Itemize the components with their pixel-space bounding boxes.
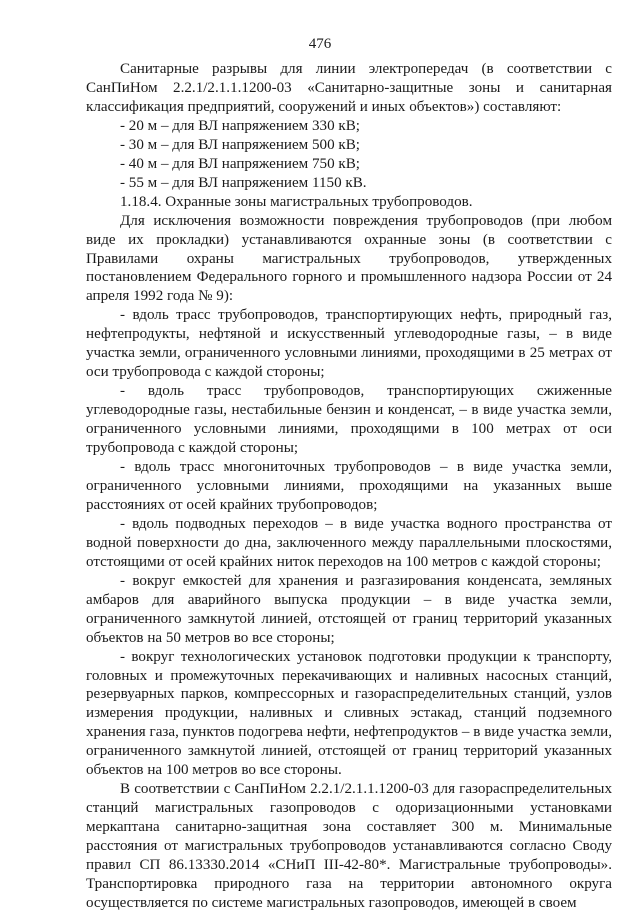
paragraph-protective-zones-intro: Для исключения возможности повреждения трубопроводов (при любом виде их прокладки) устанавливаются охранные зоны (в соответствии с Правилами охраны магистральных трубопроводов, утвержденных постановлением Федерального горного и промышленного надзора России от 24 апреля 1992 года № 9):	[86, 212, 612, 305]
paragraph-gas-distribution: В соответствии с СанПиНом 2.2.1/2.1.1.1200-03 для газораспределительных станций магистральных газопроводов с одоризационными установками меркаптана санитарно-защитная зона составляет 300 м. Минимальные расстояния от магистральных трубопроводов устанавливаются согласно Своду правил СП 86.13330.2014 «СНиП III-42-80*. Магистральные трубопроводы». Транспортировка природного газа на территории автономного округа осуществляется по системе магистральных газопроводов, имеющей в своем	[86, 781, 612, 911]
list-item-330kv: - 20 м – для ВЛ напряжением 330 кВ;	[120, 117, 361, 134]
list-item-underwater-crossings: - вдоль подводных переходов – в виде участка водного пространства от водной поверхности до дна, заключенного между параллельными плоскостями, отстоящими от осей крайних ниток переходов на 100 метров с каждой стороны;	[86, 515, 612, 570]
list-item-multi-line-pipelines: - вдоль трасс многониточных трубопроводов – в виде участка земли, ограниченного условными линиями, проходящими на указанных выше расстояниях от осей крайних трубопроводов;	[86, 459, 612, 513]
document-body	[86, 60, 612, 913]
list-item-1150kv: - 55 м – для ВЛ напряжением 1150 кВ.	[120, 174, 367, 191]
list-item-condensate-tanks: - вокруг емкостей для хранения и разгазирования конденсата, земляных амбаров для аварийного выпуска продукции – в виде участка земли, ограниченного замкнутой линией, отстоящей от границ территорий указанных объектов на 50 метров во все стороны;	[86, 572, 612, 646]
list-item-technological-units: - вокруг технологических установок подготовки продукции к транспорту, головных и промежуточных перекачивающих и наливных насосных станций, резервуарных парков, компрессорных и газораспределительных станций, узлов измерения продукции, наливных и сливных эстакад, станций подземного хранения газа, пунктов подогрева нефти, нефтепродуктов – в виде участка земли, ограниченного замкнутой линией, отстоящей от границ территорий указанных объектов на 100 метров во все стороны.	[86, 648, 612, 779]
list-item-liquefied-gas-pipelines: - вдоль трасс трубопроводов, транспортирующих сжиженные углеводородные газы, нестабильные бензин и конденсат, – в виде участка земли, ограниченного условными линиями, проходящими в 100 метрах от оси трубопровода с каждой стороны;	[86, 383, 612, 457]
paragraph-sanitary-gaps-intro: Санитарные разрывы для линии электропередач (в соответствии с СанПиНом 2.2.1/2.1.1.1200-03 «Санитарно-защитные зоны и санитарная классификация предприятий, сооружений и иных объектов») составляют:	[86, 61, 612, 115]
page-number: 476	[308, 36, 332, 52]
section-heading-1-18-4: 1.18.4. Охранные зоны магистральных трубопроводов.	[120, 193, 473, 210]
list-item-oil-gas-pipelines: - вдоль трасс трубопроводов, транспортирующих нефть, природный газ, нефтепродукты, нефтяной и искусственный углеводородные газы, – в виде участка земли, ограниченного условными линиями, проходящими в 25 метрах от оси трубопровода с каждой стороны;	[86, 307, 612, 381]
list-item-750kv: - 40 м – для ВЛ напряжением 750 кВ;	[120, 155, 361, 172]
list-item-500kv: - 30 м – для ВЛ напряжением 500 кВ;	[120, 136, 361, 153]
